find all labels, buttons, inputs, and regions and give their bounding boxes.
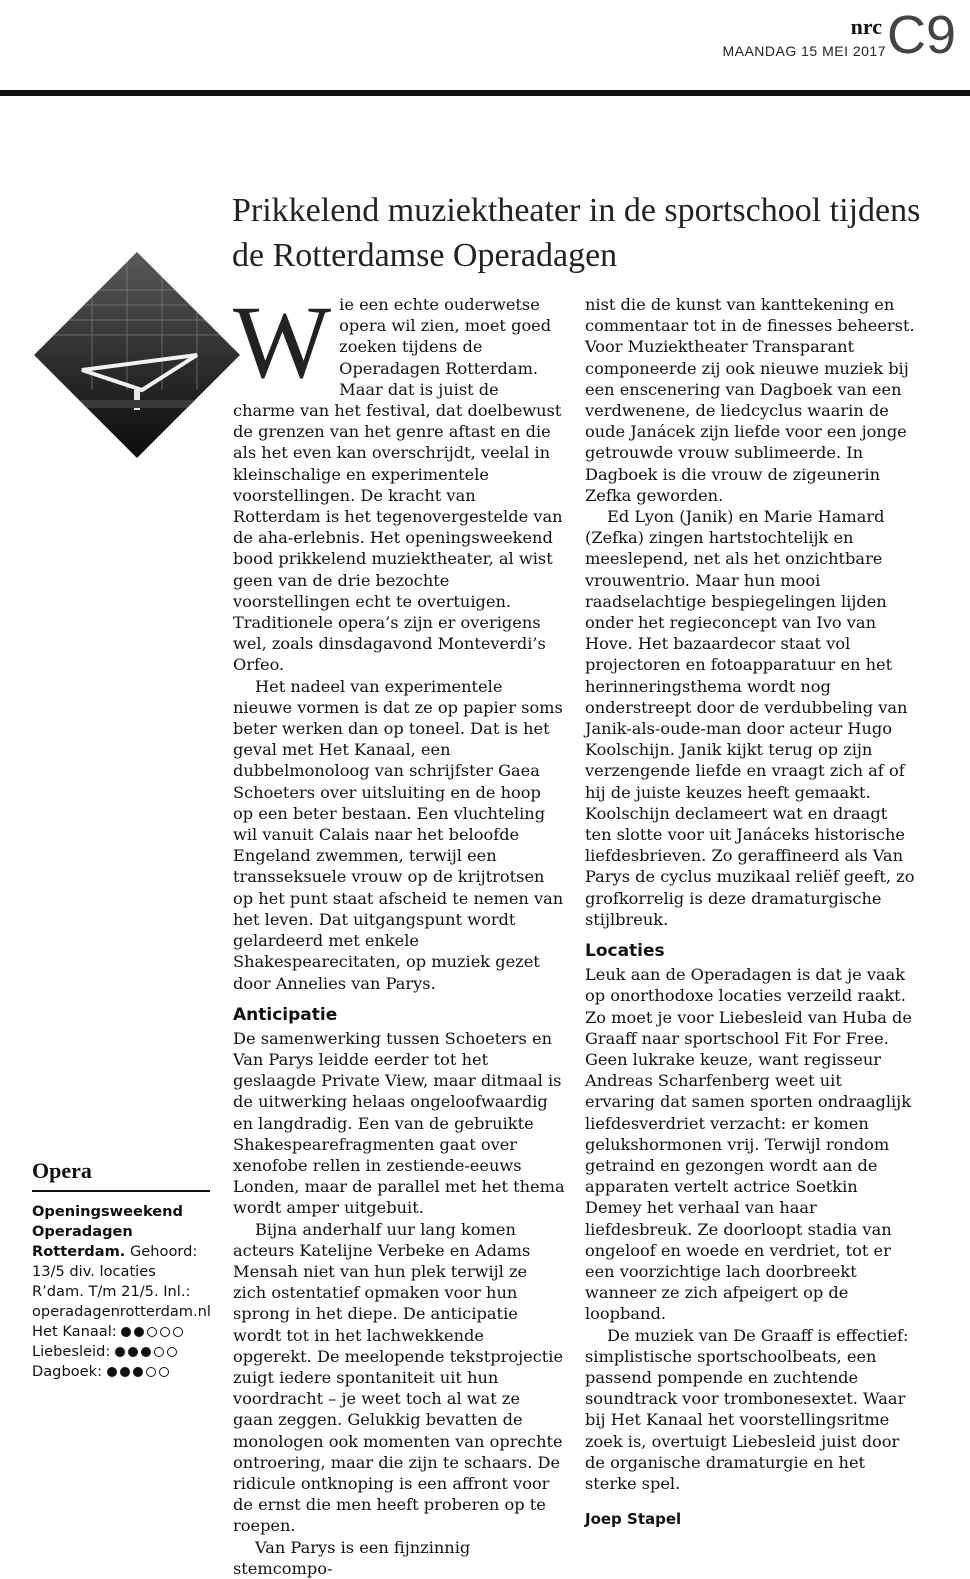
paragraph-text: Het nadeel van experimentele nieuwe vormen is dat ze op papier soms beter werken dan op toneel. Dat is het geval met Het Kanaal, een dubbelmonoloog van schrijfster Gaea Schoeters over uitsluiting en de hoop op een beter bestaan. Een vluchteling wil vanuit Calais naar het beloofde Engeland zwemmen, terwijl een transseksuele vrouw op de krijtrotsen op het punt staat afscheid te nemen van het leven. Dat uitgangspunt wordt gelardeerd met enkele Shakespearecitaten, op muziek gezet door Annelies van Parys.	[233, 676, 564, 993]
brand-logo: nrc	[850, 14, 882, 39]
rating-label: Het Kanaal:	[32, 1323, 122, 1340]
rating-dot-filled-icon	[134, 1327, 144, 1337]
paragraph	[585, 964, 915, 1324]
rating-dot-empty-icon	[173, 1327, 183, 1337]
rating-label: Liebesleid:	[32, 1343, 115, 1360]
dateline: MAANDAG 15 MEI 2017	[722, 43, 886, 59]
rating-dot-empty-icon	[147, 1327, 157, 1337]
section-kicker: Opera	[32, 1158, 92, 1183]
article-column-2	[585, 294, 915, 1528]
paragraph-text: Ed Lyon (Janik) en Marie Hamard (Zefka) zingen hartstochtelijk en meeslepend, net als het onzichtbare vrouwentrio. Maar hun mooi raadselachtige bespiegelingen lijden onder het regieconcept van Ivo van Hove. Het bazaardecor staat vol projectoren en fotoapparatuur en het herinneringsthema wordt nog onderstreept door de verdubbeling van Janik-als-oude-man door acteur Hugo Koolschijn. Janik kijkt terug op zijn verzengende liefde en vraagt zich af of hij de juiste keuzes heeft gemaakt. Koolschijn declameert wat en draagt ten slotte voor uit Janáceks historische liefdesbrieven. Zo geraffineerd als Van Parys de cyclus muzikaal reliëf geeft, zo grofkorrelig is deze dramaturgische stijlbreuk.	[585, 507, 915, 929]
rating-dot-empty-icon	[160, 1327, 170, 1337]
paragraph-text: ie een echte ouderwetse opera wil zien, moet goed zoeken tijdens de Operadagen Rotterdam. Maar dat is juist de charme van het festival, dat doelbewust de grenzen van het genre aftast en die als het even kan overschrijdt, veelal in kleinschalige en experimentele voorstellingen. De kracht van Rotterdam is het tegenovergestelde van de aha-erlebnis. Het openingsweekend bood prikkelend muziektheater, al wist geen van de drie bezochte voorstellingen echt te overtuigen. Traditionele opera’s zijn er overigens wel, zoals dinsdagavond Monteverdi’s Orfeo.	[233, 295, 563, 675]
paragraph-text: De muziek van De Graaff is effectief: simplistische sportschoolbeats, een passend pompende en zuchtende soundtrack voor trombonesextet. Waar bij Het Kanaal het voorstellingsritme zoek is, overtuigt Liebesleid juist door de organische dramaturgie en het sterke spel.	[585, 1325, 909, 1493]
paragraph	[585, 294, 915, 506]
rating-dot-filled-icon	[128, 1347, 138, 1357]
paragraph-text: Locaties	[585, 941, 665, 962]
rating-dot-filled-icon	[120, 1367, 130, 1377]
paragraph	[233, 1028, 565, 1219]
rating-dot-empty-icon	[159, 1367, 169, 1377]
drop-cap: W	[233, 285, 332, 400]
rating-row	[32, 1342, 210, 1362]
headline: Prikkelend muziektheater in de sportschool tijdens de Rotterdamse Operadagen	[232, 192, 921, 274]
masthead	[656, 5, 956, 66]
paragraph-text: Leuk aan de Operadagen is dat je vaak op onorthodoxe locaties verzeild raakt. Zo moet je voor Liebesleid van Huba de Graaff naar sportschool Fit For Free. Geen lukrake keuze, want regisseur Andreas Scharfenberg weet uit ervaring dat samen sporten ondraaglijk liefdesverdriet verzacht: er komen gelukshormonen vrij. Terwijl rondom getraind en gezongen wordt aan de apparaten vertelt actrice Soetkin Demey het verhaal van haar liefdesbreuk. Ze doorloopt stadia van ongeloof en woede en verdriet, tot er een voorzichtige lach doorbreekt wanneer ze zich afpeigert op de loopband.	[585, 965, 912, 1324]
byline: Joep Stapel	[585, 1510, 682, 1529]
header-rule	[0, 90, 970, 96]
rating-dot-empty-icon	[146, 1367, 156, 1377]
article-column-1	[233, 285, 565, 1579]
rating-dot-filled-icon	[115, 1347, 125, 1357]
paragraph-text: Van Parys is een fijnzinnig stemcompo-	[233, 1537, 471, 1578]
infobox-rule	[32, 1190, 210, 1192]
paragraph-text: Bijna anderhalf uur lang komen acteurs Katelijne Verbeke en Adams Mensah niet van hun plek terwijl ze zich ostentatief opmaken voor hun sprong in het diepe. De anticipatie wordt tot in het lachwekkende opgerekt. De meelopende tekstprojectie zuigt iedere spontaniteit uit hun voordracht – je weet toch al wat ze gaan zeggen. Gelukkig bevatten de monologen ook momenten van oprechte ontroering, maar die zijn te schaars. De ridicule ontknoping is een affront voor de ernst die men heeft proberen op te roepen.	[233, 1219, 564, 1536]
rating-dot-filled-icon	[107, 1367, 117, 1377]
paragraph	[233, 1219, 565, 1537]
ratings-list	[32, 1322, 210, 1382]
infobox-body	[32, 1202, 210, 1322]
rating-dot-filled-icon	[141, 1347, 151, 1357]
article-photo	[32, 250, 242, 460]
review-infobox	[32, 1158, 210, 1382]
paragraph	[585, 506, 915, 930]
event-title: Openingsweekend Operadagen Rotterdam.	[32, 1203, 183, 1260]
rating-row	[32, 1322, 210, 1342]
rating-dot-empty-icon	[167, 1347, 177, 1357]
rating-label: Dagboek:	[32, 1363, 107, 1380]
paragraph	[233, 285, 565, 676]
paragraph	[585, 1325, 915, 1495]
rating-dot-filled-icon	[133, 1367, 143, 1377]
rating-row	[32, 1362, 210, 1382]
rating-dot-filled-icon	[121, 1327, 131, 1337]
paragraph	[233, 1537, 565, 1579]
page-number: C9	[886, 5, 956, 65]
rating-dot-empty-icon	[154, 1347, 164, 1357]
subheading	[233, 1004, 565, 1026]
paragraph-text: nist die de kunst van kanttekening en commentaar tot in de finesses beheerst. Voor Muziektheater Transparant componeerde zij ook nieuwe muziek bij een enscenering van Dagboek van een verdwenene, de liedcyclus waarin de oude Janácek zijn liefde voor een jonge getrouwde vrouw sublimeerde. In Dagboek is die vrouw de zigeunerin Zefka geworden.	[585, 295, 915, 505]
paragraph	[233, 676, 565, 994]
event-details: Gehoord: 13/5 div. locaties R’dam. T/m 21/5. Inl.: operadagenrotterdam.nl	[32, 1243, 211, 1320]
subheading	[585, 940, 915, 962]
rating-dots	[115, 1343, 180, 1360]
rating-dots	[121, 1323, 186, 1340]
paragraph-text: De samenwerking tussen Schoeters en Van Parys leidde eerder tot het geslaagde Private View, maar ditmaal is de uitwerking helaas ongeloofwaardig en langdradig. Een van de gebruikte Shakespearefragmenten gaat over xenofobe rellen in zestiende-eeuws Londen, maar de parallel met het thema wordt amper uitgebuit.	[233, 1028, 565, 1218]
paragraph-text: Anticipatie	[233, 1004, 338, 1025]
rating-dots	[107, 1363, 172, 1380]
